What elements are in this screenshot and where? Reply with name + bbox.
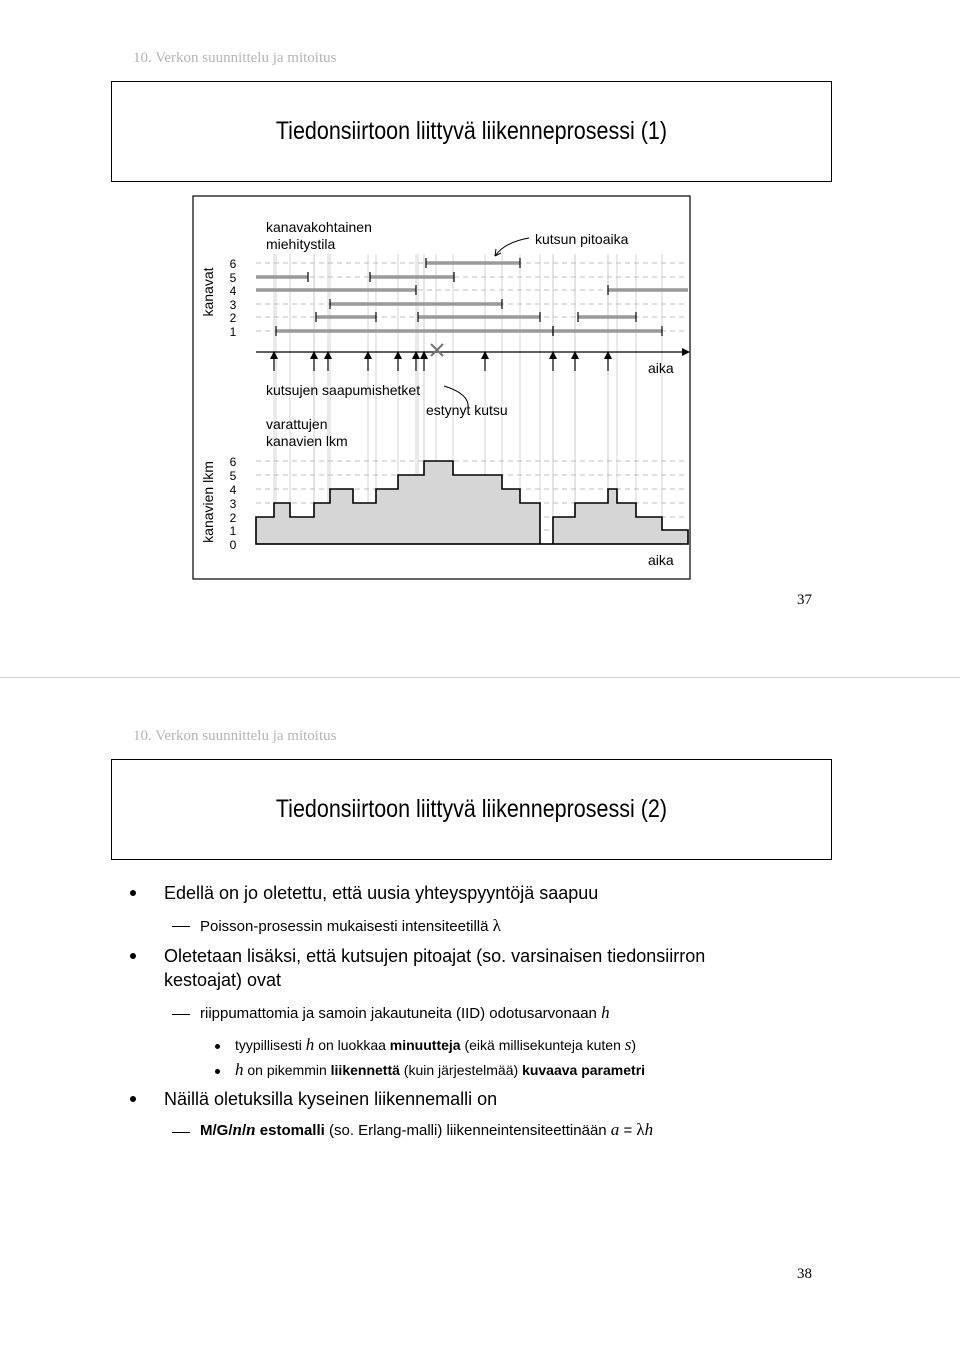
channel-tick-5: 5 xyxy=(229,271,237,285)
slide-header: 10. Verkon suunnittelu ja mitoitus xyxy=(133,50,337,66)
busy-count-label-line2: kanavien lkm xyxy=(266,433,348,449)
count-tick-labels xyxy=(230,455,237,552)
count-tick-0: 0 xyxy=(229,538,237,552)
slide-38 xyxy=(0,678,960,1356)
arrival-arrow xyxy=(394,351,402,371)
slide-37 xyxy=(0,0,960,678)
arrival-arrow xyxy=(324,351,332,371)
count-tick-5: 5 xyxy=(229,469,237,483)
bullet-dot xyxy=(130,953,136,959)
title-box xyxy=(111,759,832,860)
arrival-arrow xyxy=(270,351,278,371)
count-tick-2: 2 xyxy=(229,511,237,525)
arrival-arrow xyxy=(412,351,420,371)
count-tick-1: 1 xyxy=(229,524,237,538)
holding-bar xyxy=(426,258,520,268)
count-tick-4: 4 xyxy=(229,483,237,497)
holding-bar xyxy=(256,285,416,295)
time-label-top: aika xyxy=(648,360,674,376)
count-axis-label: kanavien lkm xyxy=(200,461,216,543)
bullet-3: Näillä oletuksilla kyseinen liikennemalli on xyxy=(164,1089,498,1109)
dash-marker xyxy=(172,926,190,927)
bullet-2-1: riippumattomia ja samoin jakautuneita (IID) odotusarvonaan h xyxy=(200,1003,610,1022)
bullet-2-line1: Oletetaan lisäksi, että kutsujen pitoajat (so. varsinaisen tiedonsiirron xyxy=(164,946,706,966)
arrival-arrow xyxy=(549,351,557,371)
arrival-arrow xyxy=(481,351,489,371)
blocked-call-marker xyxy=(431,344,443,356)
bullet-1-1: Poisson-prosessin mukaisesti intensiteetillä λ xyxy=(200,916,501,935)
arrival-arrow xyxy=(310,351,318,371)
holding-bar xyxy=(256,272,308,282)
arrivals-label: kutsujen saapumishetket xyxy=(266,382,421,398)
occupancy-label-line1: kanavakohtainen xyxy=(266,219,372,235)
busy-count-label-line1: varattujen xyxy=(266,416,328,432)
bullet-dot-small xyxy=(215,1044,220,1049)
page-number: 37 xyxy=(797,592,812,608)
holding-bar xyxy=(316,312,376,322)
channels-axis-label: kanavat xyxy=(200,267,216,317)
bullet-1: Edellä on jo oletettu, että uusia yhteyspyyntöjä saapuu xyxy=(164,883,599,903)
channel-tick-3: 3 xyxy=(229,298,237,312)
occupancy-label-line2: miehitystila xyxy=(266,236,336,252)
bullet-dot xyxy=(130,1096,136,1102)
bullet-3-1: M/G/n/n estomalli (so. Erlang-malli) liikenneintensiteettinään a = λh xyxy=(200,1120,654,1139)
holding-bar xyxy=(578,312,636,322)
time-axis-arrowhead xyxy=(682,348,690,356)
holding-bar xyxy=(370,272,454,282)
bullet-2-line2: kestoajat) ovat xyxy=(164,970,282,990)
channel-tick-2: 2 xyxy=(229,311,237,325)
count-tick-3: 3 xyxy=(229,497,237,511)
arrival-arrow xyxy=(571,351,579,371)
dash-marker xyxy=(172,1014,190,1015)
channel-tick-1: 1 xyxy=(229,325,237,339)
holding-bar xyxy=(276,326,553,336)
bullet-dot-small xyxy=(215,1069,220,1074)
slide-title: Tiedonsiirtoon liittyvä liikenneprosessi (1) xyxy=(275,117,668,145)
blocked-call-label: estynyt kutsu xyxy=(426,402,508,418)
count-tick-6: 6 xyxy=(229,455,237,469)
holding-bar xyxy=(553,326,662,336)
channel-tick-labels xyxy=(230,257,237,339)
holding-bar xyxy=(608,285,688,295)
arrival-arrow xyxy=(604,351,612,371)
traffic-process-diagram xyxy=(0,0,960,678)
busy-channels-step xyxy=(256,461,688,544)
channel-guides xyxy=(256,263,688,331)
holding-time-label: kutsun pitoaika xyxy=(535,231,629,247)
bullet-dot xyxy=(130,890,136,896)
channel-tick-6: 6 xyxy=(229,257,237,271)
bullet-2-1-1: tyypillisesti h on luokkaa minuutteja (eikä millisekunteja kuten s) xyxy=(235,1035,637,1054)
time-label-bottom: aika xyxy=(648,552,674,568)
holding-time-bars xyxy=(256,258,688,336)
slide-title: Tiedonsiirtoon liittyvä liikenneprosessi (2) xyxy=(275,795,668,823)
arrival-arrow xyxy=(420,351,428,371)
arrival-arrow xyxy=(364,351,372,371)
dash-marker xyxy=(172,1132,190,1133)
page-number: 38 xyxy=(797,1266,812,1282)
slide-header: 10. Verkon suunnittelu ja mitoitus xyxy=(133,728,337,744)
bullet-2-1-2: h on pikemmin liikennettä (kuin järjestelmää) kuvaava parametri xyxy=(235,1060,646,1079)
channel-tick-4: 4 xyxy=(229,284,237,298)
